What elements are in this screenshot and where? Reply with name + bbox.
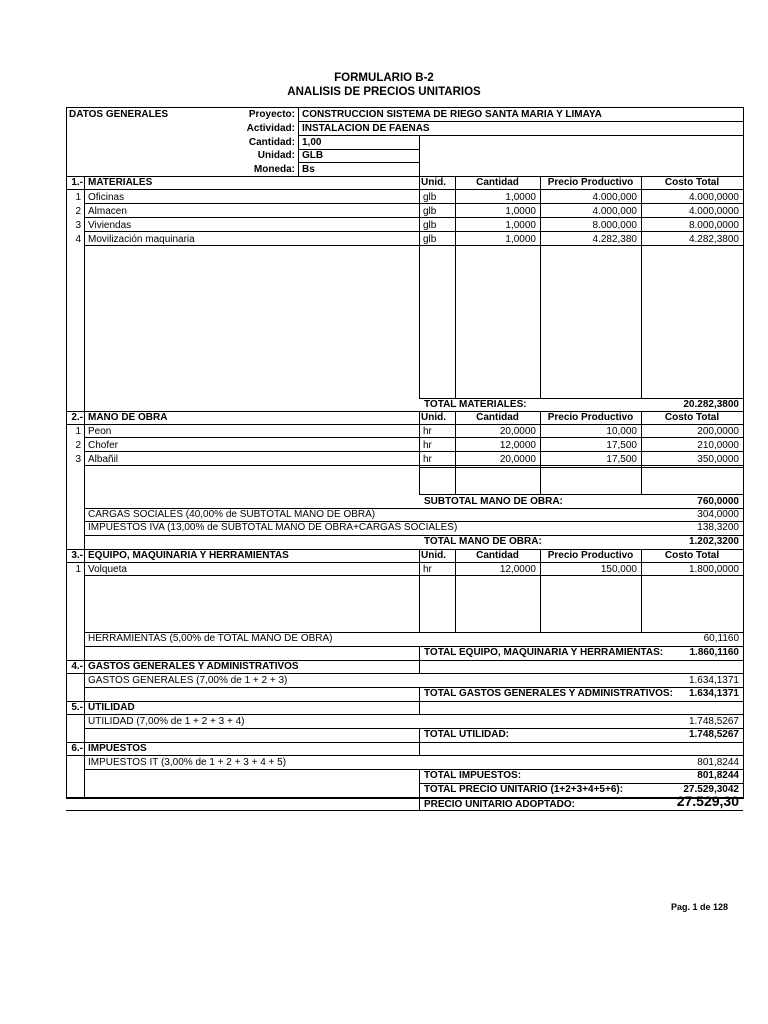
item-number: 3 xyxy=(75,220,81,231)
value-proyecto: CONSTRUCCION SISTEMA DE RIEGO SANTA MARIA Y LIMAYA xyxy=(302,109,602,120)
subtotal-mano-label: SUBTOTAL MANO DE OBRA: xyxy=(424,496,563,507)
item-qty: 20,0000 xyxy=(499,426,536,437)
h-rule xyxy=(84,451,743,452)
page-number: Pag. 1 de 128 xyxy=(670,902,728,912)
item-qty: 12,0000 xyxy=(499,564,536,575)
item-cost: 350,0000 xyxy=(697,454,739,465)
item-cost: 4.282,3800 xyxy=(688,234,739,245)
col-precio: Precio Productivo xyxy=(547,177,634,188)
col-unid: Unid. xyxy=(421,412,446,423)
v-rule xyxy=(298,107,299,176)
section-title-gastos: GASTOS GENERALES Y ADMINISTRATIVOS xyxy=(88,661,299,672)
value-actividad: INSTALACION DE FAENAS xyxy=(302,123,430,134)
total-precio: 27.529,3042 xyxy=(683,784,739,795)
cargas-sociales: 304,0000 xyxy=(697,509,739,520)
v-rule xyxy=(419,549,420,632)
precio-adoptado-label: PRECIO UNITARIO ADOPTADO: xyxy=(424,799,575,810)
section-number: 5.- xyxy=(71,702,83,713)
v-rule xyxy=(84,549,85,660)
bottom-rule xyxy=(66,810,743,811)
h-rule xyxy=(66,701,743,702)
v-rule xyxy=(84,660,85,701)
total-equipo: 1.860,1160 xyxy=(689,647,739,658)
h-rule xyxy=(298,149,419,150)
v-rule xyxy=(419,687,420,701)
total-label-impuestos: TOTAL IMPUESTOS: xyxy=(424,770,522,781)
h-rule xyxy=(84,575,743,576)
h-rule xyxy=(66,673,743,674)
total-mano: 1.202,3200 xyxy=(688,536,739,547)
item-desc: Albañil xyxy=(88,454,119,465)
v-rule xyxy=(540,411,541,494)
item-number: 1 xyxy=(75,564,81,575)
col-unid: Unid. xyxy=(421,550,446,561)
total-value-impuestos: 801,8244 xyxy=(697,770,739,781)
label-cantidad: Cantidad: xyxy=(248,137,295,148)
total-equipo-label: TOTAL EQUIPO, MAQUINARIA Y HERRAMIENTAS: xyxy=(424,647,664,658)
section-title-materiales: MATERIALES xyxy=(88,177,153,188)
item-desc: Oficinas xyxy=(88,192,125,203)
v-rule xyxy=(641,411,642,494)
item-qty: 12,0000 xyxy=(499,440,536,451)
impuestos-iva: 138,3200 xyxy=(697,522,739,533)
col-unid: Unid. xyxy=(421,177,446,188)
item-cost: 210,0000 xyxy=(697,440,739,451)
item-unit: hr xyxy=(423,426,432,437)
h-rule xyxy=(298,121,743,122)
section-number: 2.- xyxy=(71,412,83,423)
form-title: FORMULARIO B-2 xyxy=(334,72,434,84)
h-rule xyxy=(66,714,743,715)
section-number: 6.- xyxy=(71,743,83,754)
value-unidad: GLB xyxy=(302,150,324,161)
h-rule xyxy=(84,465,743,466)
form-subtitle: ANALISIS DE PRECIOS UNITARIOS xyxy=(287,86,481,98)
col-precio: Precio Productivo xyxy=(547,412,634,423)
total-value-utilidad: 1.748,5267 xyxy=(688,729,739,740)
h-rule xyxy=(66,107,743,108)
section-title-impuestos: IMPUESTOS xyxy=(88,743,147,754)
h-rule xyxy=(419,494,743,495)
v-rule xyxy=(419,728,420,742)
col-costo: Costo Total xyxy=(664,550,720,561)
item-price: 150,000 xyxy=(600,564,637,575)
item-unit: glb xyxy=(423,234,437,245)
h-rule xyxy=(84,231,743,232)
precio-adoptado: 27.529,30 xyxy=(676,793,739,809)
label-moneda: Moneda: xyxy=(253,164,295,175)
item-price: 4.000,000 xyxy=(592,192,637,203)
col-cantidad: Cantidad xyxy=(476,412,519,423)
v-rule xyxy=(455,549,456,632)
item-qty: 1,0000 xyxy=(505,206,536,217)
section-number: 1.- xyxy=(71,177,83,188)
v-rule xyxy=(84,701,85,742)
section-number: 3.- xyxy=(71,550,83,561)
item-qty: 1,0000 xyxy=(505,234,536,245)
item-cost: 4.000,0000 xyxy=(688,206,739,217)
herramientas-label: HERRAMIENTAS (5,00% de TOTAL MANO DE OBRA) xyxy=(88,633,333,644)
v-rule xyxy=(641,549,642,632)
item-unit: hr xyxy=(423,454,432,465)
total-precio-label: TOTAL PRECIO UNITARIO (1+2+3+4+5+6): xyxy=(424,784,624,795)
h-rule xyxy=(66,742,743,743)
col-cantidad: Cantidad xyxy=(476,550,519,561)
item-price: 4.282,380 xyxy=(592,234,637,245)
item-price: 8.000,000 xyxy=(592,220,637,231)
line-value-impuestos: 801,8244 xyxy=(697,757,739,768)
h-rule xyxy=(66,755,743,756)
h-rule xyxy=(298,135,743,136)
line-label-gastos: GASTOS GENERALES (7,00% de 1 + 2 + 3) xyxy=(88,675,288,686)
item-unit: hr xyxy=(423,564,432,575)
item-desc: Movilización maquinaria xyxy=(88,234,195,245)
v-rule xyxy=(419,770,420,810)
item-price: 10,000 xyxy=(606,426,637,437)
total-value-gastos: 1.634,1371 xyxy=(688,688,739,699)
label-actividad: Actividad: xyxy=(246,123,295,134)
item-number: 1 xyxy=(75,426,81,437)
line-value-gastos: 1.634,1371 xyxy=(688,675,739,686)
v-rule xyxy=(84,411,85,549)
item-price: 17,500 xyxy=(606,440,637,451)
item-unit: glb xyxy=(423,206,437,217)
line-label-utilidad: UTILIDAD (7,00% de 1 + 2 + 3 + 4) xyxy=(88,716,245,727)
item-qty: 1,0000 xyxy=(505,220,536,231)
v-rule xyxy=(419,411,420,494)
subtotal-mano: 760,0000 xyxy=(697,496,739,507)
cargas-sociales-label: CARGAS SOCIALES (40,00% de SUBTOTAL MANO DE OBRA) xyxy=(88,509,376,520)
v-rule xyxy=(455,411,456,494)
item-cost: 200,0000 xyxy=(697,426,739,437)
item-cost: 4.000,0000 xyxy=(688,192,739,203)
col-cantidad: Cantidad xyxy=(476,177,519,188)
item-desc: Volqueta xyxy=(88,564,127,575)
section-title-mano: MANO DE OBRA xyxy=(88,412,168,423)
h-rule xyxy=(298,162,419,163)
item-cost: 8.000,0000 xyxy=(688,220,739,231)
h-rule xyxy=(419,467,743,468)
v-rule xyxy=(419,701,420,714)
label-unidad: Unidad: xyxy=(257,150,295,161)
item-unit: glb xyxy=(423,220,437,231)
item-unit: glb xyxy=(423,192,437,203)
total-label-utilidad: TOTAL UTILIDAD: xyxy=(424,729,509,740)
v-rule xyxy=(84,742,85,799)
col-precio: Precio Productivo xyxy=(547,550,634,561)
item-unit: hr xyxy=(423,440,432,451)
item-desc: Chofer xyxy=(88,440,119,451)
impuestos-iva-label: IMPUESTOS IVA (13,00% de SUBTOTAL MANO DE OBRA+CARGAS SOCIALES) xyxy=(88,522,458,533)
item-number: 4 xyxy=(75,234,81,245)
col-costo: Costo Total xyxy=(664,177,720,188)
item-desc: Viviendas xyxy=(88,220,132,231)
item-number: 3 xyxy=(75,454,81,465)
line-label-impuestos: IMPUESTOS IT (3,00% de 1 + 2 + 3 + 4 + 5) xyxy=(88,757,287,768)
h-rule xyxy=(84,437,743,438)
h-rule xyxy=(84,245,743,246)
value-cantidad: 1,00 xyxy=(302,137,322,148)
item-qty: 20,0000 xyxy=(499,454,536,465)
v-rule xyxy=(419,176,420,398)
herramientas: 60,1160 xyxy=(703,633,739,644)
item-desc: Almacen xyxy=(88,206,127,217)
v-rule xyxy=(84,176,85,411)
item-qty: 1,0000 xyxy=(505,192,536,203)
section-title-equipo: EQUIPO, MAQUINARIA Y HERRAMIENTAS xyxy=(88,550,289,561)
value-moneda: Bs xyxy=(302,164,315,175)
label-proyecto: Proyecto: xyxy=(248,109,295,120)
v-rule xyxy=(419,135,420,176)
item-number: 1 xyxy=(75,192,81,203)
v-rule xyxy=(419,660,420,673)
section-number: 4.- xyxy=(71,661,83,672)
h-rule xyxy=(84,217,743,218)
h-rule xyxy=(84,203,743,204)
v-rule xyxy=(743,107,744,799)
item-price: 4.000,000 xyxy=(592,206,637,217)
section-datos-generales: DATOS GENERALES xyxy=(69,109,169,120)
col-costo: Costo Total xyxy=(664,412,720,423)
item-price: 17,500 xyxy=(606,454,637,465)
v-rule xyxy=(419,646,420,660)
line-value-utilidad: 1.748,5267 xyxy=(688,716,739,727)
v-rule xyxy=(540,549,541,632)
total-materiales-label: TOTAL MATERIALES: xyxy=(424,399,527,410)
total-label-gastos: TOTAL GASTOS GENERALES Y ADMINISTRATIVOS: xyxy=(424,688,673,699)
total-mano-label: TOTAL MANO DE OBRA: xyxy=(424,536,542,547)
section-title-utilidad: UTILIDAD xyxy=(88,702,135,713)
v-rule xyxy=(419,742,420,755)
item-desc: Peon xyxy=(88,426,112,437)
total-materiales: 20.282,3800 xyxy=(683,399,739,410)
item-cost: 1.800,0000 xyxy=(688,564,739,575)
item-number: 2 xyxy=(75,440,81,451)
item-number: 2 xyxy=(75,206,81,217)
